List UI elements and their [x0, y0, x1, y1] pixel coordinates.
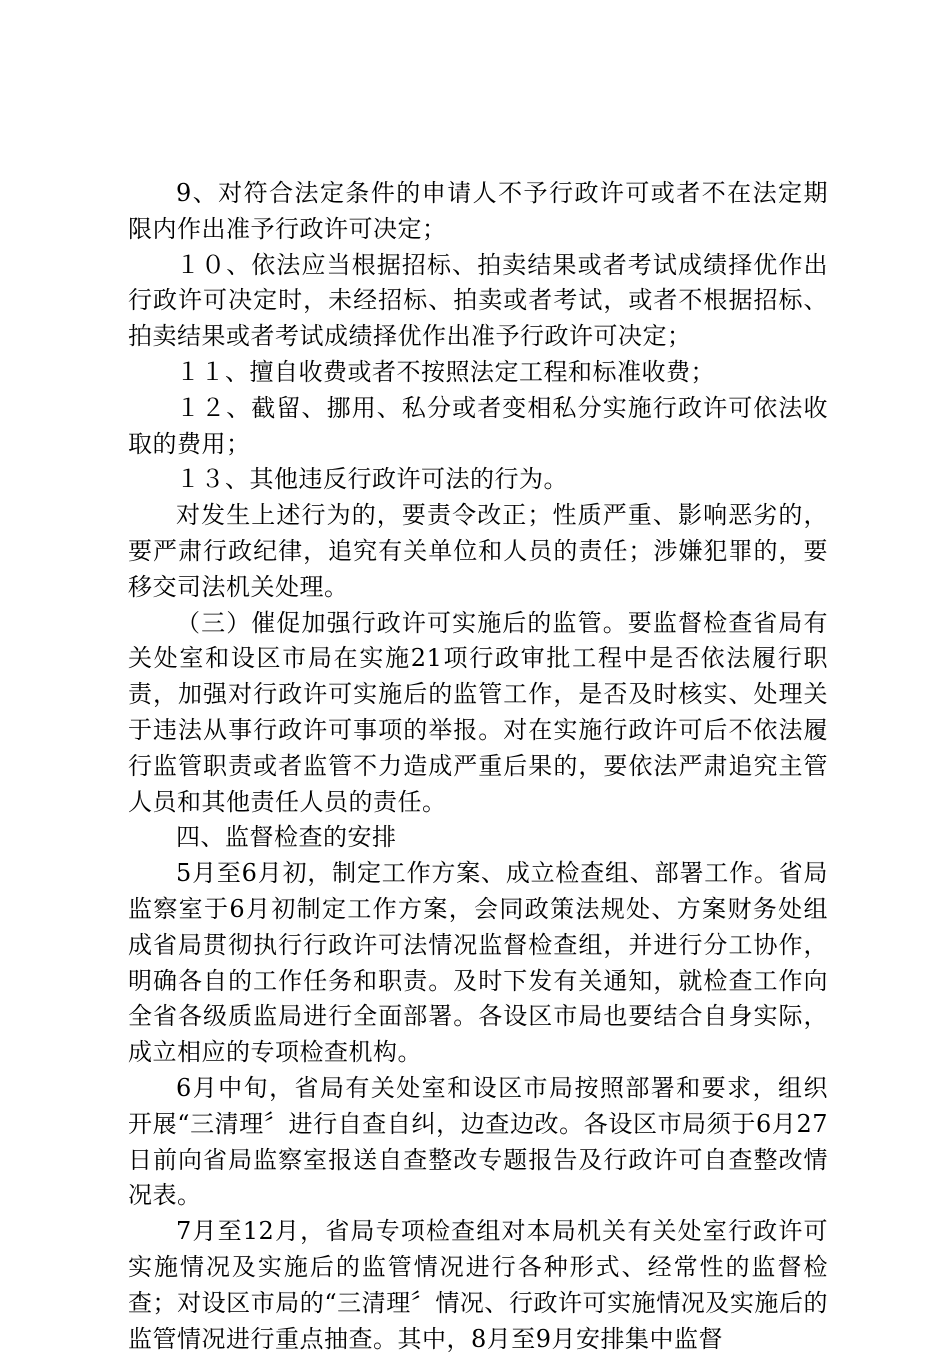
paragraph-schedule-mid-june: 6月中旬，省局有关处室和设区市局按照部署和要求，组织开展“三清理〞进行自查自纠，边查边改。各设区市局须于6月27日前向省局监察室报送自查整改专题报告及行政许可自查整改情况表。 — [128, 1073, 828, 1210]
paragraph-item-9: 9、对符合法定条件的申请人不予行政许可或者不在法定期限内作出准予行政许可决定； — [128, 179, 828, 243]
paragraph-item-10: １０、依法应当根据招标、拍卖结果或者考试成绩择优作出行政许可决定时，未经招标、拍卖或者考试，或者不根据招标、拍卖结果或者考试成绩择优作出准予行政许可决定； — [128, 250, 828, 351]
paragraph-item-11: １１、擅自收费或者不按照法定工程和标准收费； — [176, 357, 715, 386]
paragraph-item-13: １３、其他违反行政许可法的行为。 — [176, 465, 568, 494]
paragraph-schedule-july-december: 7月至12月，省局专项检查组对本局机关有关处室行政许可实施情况及实施后的监管情况进行各种形式、经常性的监督检查；对设区市局的“三清理〞情况、行政许可实施情况及实施后的监管情况进行重点抽查。其中，8月至9月安排集中监督 — [128, 1217, 828, 1353]
paragraph-section-3-supervision: （三）催促加强行政许可实施后的监管。要监督检查省局有关处室和设区市局在实施21项行政审批工程中是否依法履行职责，加强对行政许可实施后的监管工作，是否及时核实、处理关于违法从事行政许可事项的举报。对在实施行政许可后不依法履行监管职责或者监管不力造成严重后果的，要依法严肃追究主管人员和其他责任人员的责任。 — [128, 608, 828, 816]
paragraph-consequences: 对发生上述行为的，要责令改正；性质严重、影响恶劣的，要严肃行政纪律，追究有关单位和人员的责任；涉嫌犯罪的，要移交司法机关处理。 — [128, 501, 828, 601]
paragraph-item-12: １２、截留、挪用、私分或者变相私分实施行政许可依法收取的费用； — [128, 393, 828, 458]
paragraph-schedule-may-june: 5月至6月初，制定工作方案、成立检查组、部署工作。省局监察室于6月初制定工作方案，会同政策法规处、方案财务处组成省局贯彻执行行政许可法情况监督检查组，并进行分工协作，明确各自的工作任务和职责。及时下发有关通知，就检查工作向全省各级质监局进行全面部署。各设区市局也要结合自身实际，成立相应的专项检查机构。 — [128, 859, 828, 1067]
section-heading-4: 四、监督检查的安排 — [176, 823, 397, 852]
document-page — [128, 176, 828, 1357]
